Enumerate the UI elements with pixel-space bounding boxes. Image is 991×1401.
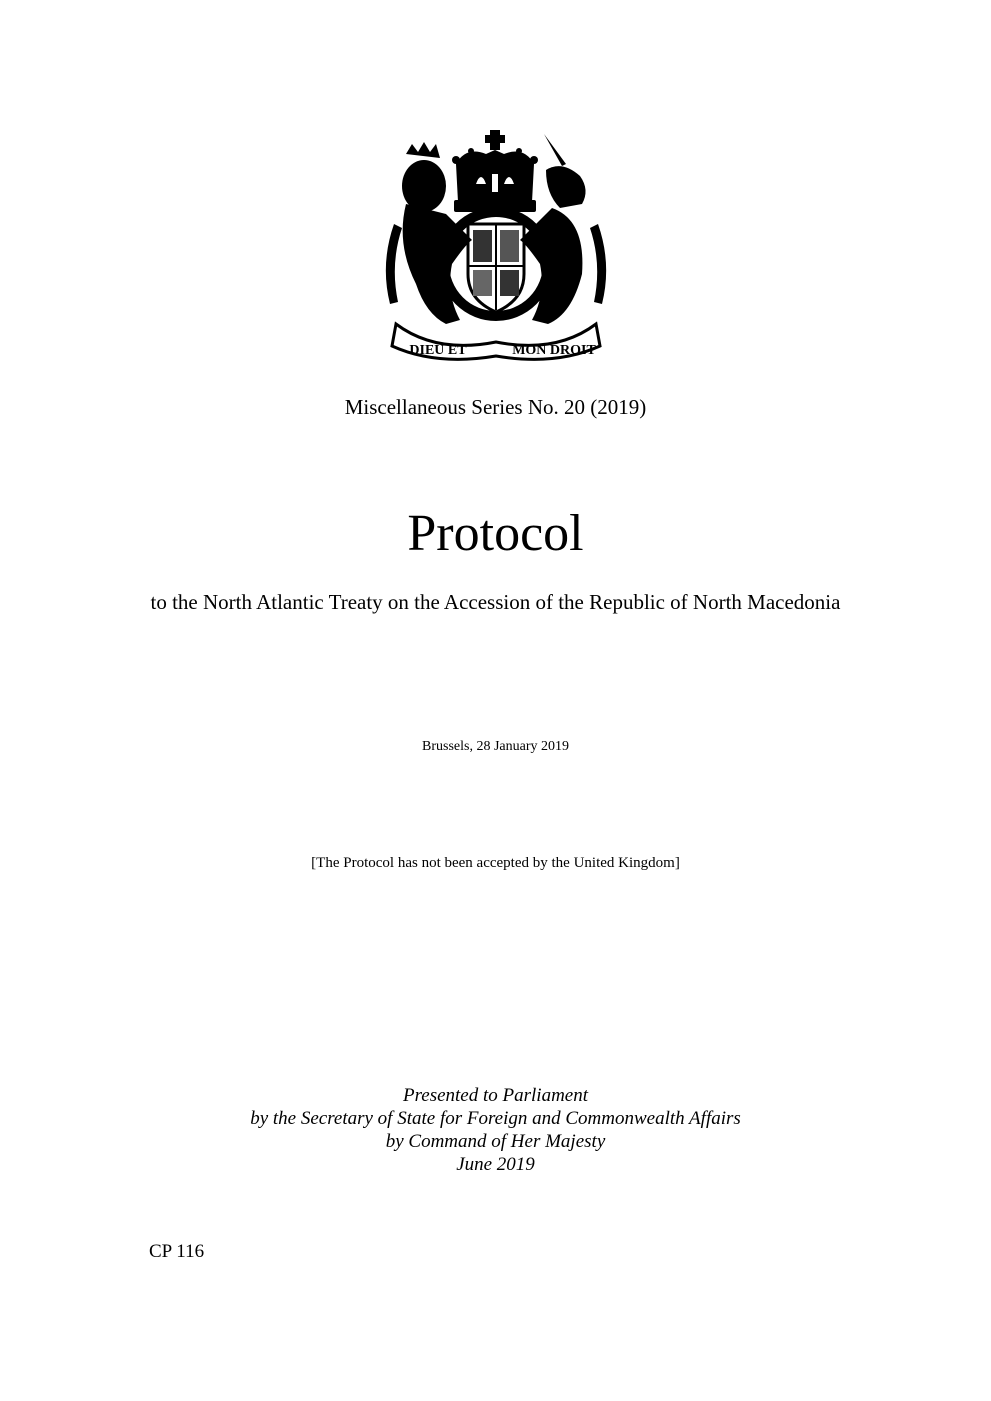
- svg-text:MON DROIT: MON DROIT: [512, 343, 596, 358]
- presentation-date: June 2019: [456, 1154, 535, 1175]
- document-title: Protocol: [407, 505, 584, 562]
- command-paper-number: CP 116: [149, 1241, 205, 1262]
- status-note: [The Protocol has not been accepted by the United Kingdom]: [311, 855, 680, 871]
- presentation-line: Presented to Parliament: [402, 1085, 589, 1106]
- presentation-line: by the Secretary of State for Foreign and Commonwealth Affairs: [250, 1108, 741, 1129]
- place-and-date: Brussels, 28 January 2019: [422, 739, 569, 754]
- document-subtitle: to the North Atlantic Treaty on the Accession of the Republic of North Macedonia: [150, 590, 841, 614]
- svg-text:DIEU ET: DIEU ET: [409, 343, 467, 358]
- presentation-line: by Command of Her Majesty: [385, 1131, 606, 1152]
- series-number: Miscellaneous Series No. 20 (2019): [344, 395, 647, 419]
- presentation-block: [0, 1084, 991, 1176]
- royal-coat-of-arms-icon: [376, 124, 616, 364]
